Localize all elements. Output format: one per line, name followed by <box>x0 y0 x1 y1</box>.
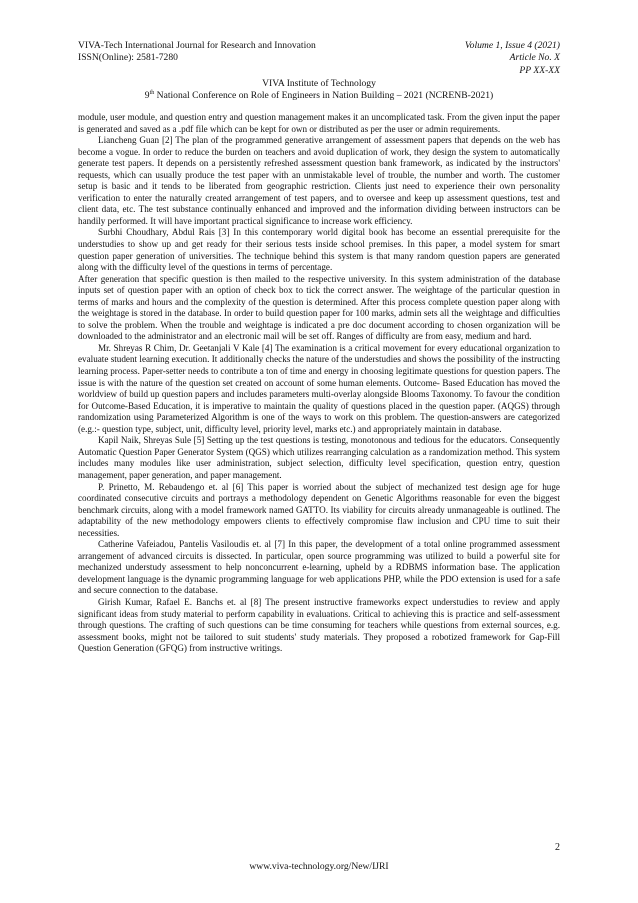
running-header <box>78 40 560 77</box>
footer-url: www.viva-technology.org/New/IJRI <box>249 861 389 872</box>
paragraph: Liancheng Guan [2] The plan of the programmed generative arrangement of assessment papers that depends on the web has become a vogue. In order to reduce the burden on teachers and avoid duplication of work, they design the system to automatically generate test papers. It depends on a persistently refreshed assessment question bank framework, as indicated by the instructors' requests, which can usually produce the test paper with an unmistakable level of trouble, the number and worth. The customer setup is basic and it tends to be liberated from geographic restriction. Clients just need to experience their own personality verification to enter the naturally created arrangement of test papers, and to oversee and keep up assessment questions, test and client data, etc. The test substance continually enhanced and improved and the information dividing between instructors can be handily performed. It will have important practical significance to increase work efficiency. <box>78 135 560 226</box>
issn: ISSN(Online): 2581-7280 <box>78 52 178 64</box>
conference-header <box>78 78 560 103</box>
paragraph: Catherine Vafeiadou, Pantelis Vasiloudis et. al [7] In this paper, the development of a total online programmed assessment arrangement of advanced circuits is dissected. In particular, open source programming was utilized to build a powerful site for mechanized understudy assessment to help nonconcurrent e-learning, upheld by a RDBMS information base. The application development language is the dynamic programming language for web applications PHP, while the PDO extension is used for a safe and secure connection to the database. <box>78 539 560 596</box>
body-text <box>78 112 560 655</box>
volume-issue: Volume 1, Issue 4 (2021) <box>464 40 560 51</box>
paragraph: Mr. Shreyas R Chim, Dr. Geetanjali V Kale [4] The examination is a critical movement for every educational organization to evaluate student learning execution. It additionally checks the nature of the understudies and shows the possibility of the instructing learning process. Paper-setter needs to contribute a ton of time and energy in choosing legitimate questions for question papers. The issue is with the nature of the question set created on account of some human elements. Outcome- Based Education has moved the worldview of build up question papers and includes parameters multi-overlay alongside Blooms Taxonomy. To favour the condition for Outcome-Based Education, it is imperative to maintain the quality of questions placed in the question paper. (AQGS) through randomization using Parameterized Algorithm is one of the ways to work on this problem. The question-answers are categorized (e.g.:- question type, subject, unit, difficulty level, priority level, marks etc.) and appropriately maintain in database. <box>78 342 560 434</box>
article-number: Article No. X <box>509 52 560 64</box>
paragraph: P. Prinetto, M. Rebaudengo et. al [6] This paper is worried about the subject of mechanized test design age for huge coordinated consecutive circuits and portrays a methodology dependent on Genetic Algorithms reasonable for even the biggest benchmark circuits, along with a model framework named GATTO. Its viability for circuits already unmanageable is outlined. The adaptability of the new methodology empowers clients to effectively compromise flaw inclusion and CPU time to suit their necessities. <box>78 481 560 538</box>
journal-name: VIVA-Tech International Journal for Research and Innovation <box>78 40 316 51</box>
page-number: 2 <box>555 842 560 853</box>
page-range: PP XX-XX <box>519 64 560 76</box>
paragraph: Girish Kumar, Rafael E. Banchs et. al [8] The present instructive frameworks expect understudies to review and apply significant ideas from study material to perform capability in evaluations. Critical to achieving this is practice and self-assessment through questions. The crafting of such questions can be time consuming for teachers while questions from external sources, e.g. assessment books, might not be tailored to suit students' study materials. They proposed a robotized framework for Gap-Fill Question Generation (GFQG) from instructive writings. <box>78 596 560 654</box>
paragraph: Surbhi Choudhary, Abdul Rais [3] In this contemporary world digital book has become an essential prerequisite for the understudies to show up and get ready for their serious tests inside school premises. In this paper, a model system for smart question paper generation of universities. The technique behind this system is that many random question papers are generated along with the difficulty level of the questions in terms of percentage. <box>78 227 560 273</box>
institute-name: VIVA Institute of Technology <box>262 78 376 89</box>
paragraph: Kapil Naik, Shreyas Sule [5] Setting up the test questions is testing, monotonous and tedious for the educators. Consequently Automatic Question Paper Generator System (QGS) which utilizes rearranging calculation as a randomization method. This system includes many modules like user administration, subject selection, difficulty level specification, question entry, question management, paper generation, and paper management. <box>78 435 560 480</box>
paragraph: After generation that specific question is then mailed to the respective university. In this system administration of the database inputs set of question paper with an option of check box to tick the correct answer. The weightage of the particular question in terms of marks and hours and the complexity of the question is determined. After this process complete question paper along with the weightage is stored in the database. In order to build question paper for 100 marks, admin sets all the weightage and difficulties to solve the problem. When the trouble and weightage is indicated a pre doc document according to chosen organization will be downloaded to the administrator and an electronic mail will be set off. Ranges of difficulty are from easy, medium and hard. <box>78 273 560 342</box>
conference-title: 9th National Conference on Role of Engineers in Nation Building – 2021 (NCRENB-2021) <box>144 90 494 102</box>
paragraph: module, user module, and question entry and question management makes it an uncomplicated task. From the given input the paper is generated and saved as a .pdf file which can be kept for own or distributed as per the user or admin requirements. <box>78 112 560 134</box>
